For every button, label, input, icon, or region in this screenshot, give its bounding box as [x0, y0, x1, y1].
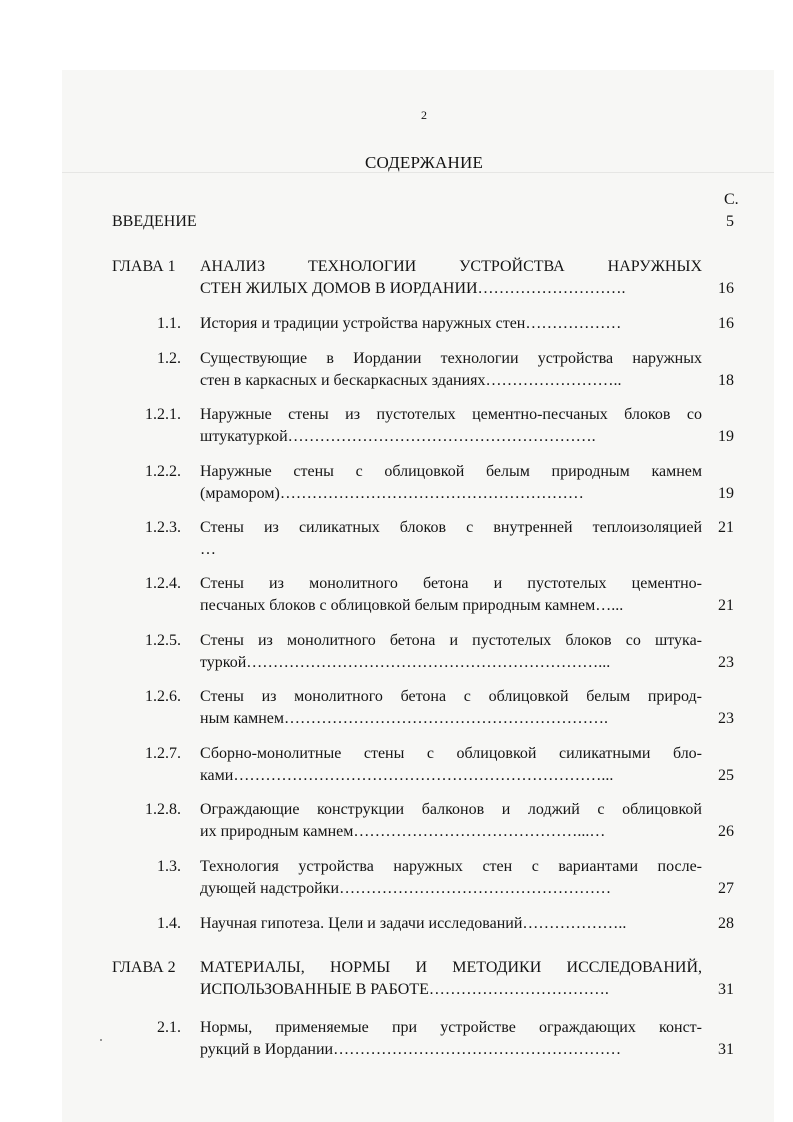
toc-entry-page: 27 [718, 880, 734, 897]
toc-entry-text-line1: Научная гипотеза. Цели и задачи исследований……………….. [200, 915, 627, 932]
toc-entry-number: ГЛАВА 1 [112, 258, 176, 275]
toc-entry-text-line1: Наружные стены с облицовкой белым природным камнем [200, 463, 702, 480]
page-title: СОДЕРЖАНИЕ [364, 153, 484, 172]
toc-entry-text-line1: Существующие в Иордании технологии устройства наружных [200, 350, 702, 367]
scan-speck [100, 1039, 102, 1041]
toc-entry-page: 28 [718, 915, 734, 932]
toc-entry-number: 1.2.5. [145, 632, 181, 649]
toc-entry-text-line1: Стены из монолитного бетона с облицовкой белым природ- [200, 688, 702, 705]
toc-entry-text-line2: дующей надстройки…………………………………………… [200, 880, 612, 897]
toc-entry-page: 31 [718, 1041, 734, 1058]
toc-entry-text-line2: штукатуркой…………………………………………………. [200, 428, 596, 445]
toc-entry-number: 1.3. [157, 858, 181, 875]
toc-entry-page: 18 [718, 372, 734, 389]
toc-entry-text-line1: Стены из силикатных блоков с внутренней теплоизоляцией [200, 519, 702, 536]
toc-entry-number: 1.2.8. [145, 801, 181, 818]
toc-entry-text-line1: Технология устройства наружных стен с вариантами после- [200, 858, 702, 875]
toc-entry-number: 1.2.2. [145, 463, 181, 480]
toc-entry-text-line1: Сборно-монолитные стены с облицовкой силикатными бло- [200, 745, 702, 762]
toc-entry-text-line1: Стены из монолитного бетона и пустотелых цементно- [200, 575, 702, 592]
toc-entry-text-line1: Наружные стены из пустотелых цементно-песчаных блоков со [200, 406, 702, 423]
toc-entry-number: 1.2.6. [145, 688, 181, 705]
toc-entry-page: 25 [718, 767, 734, 784]
toc-entry-page: 16 [718, 315, 734, 332]
toc-entry-page: 23 [718, 710, 734, 727]
toc-entry-page: 21 [718, 519, 734, 536]
toc-entry-number: 2.1. [157, 1019, 181, 1036]
toc-entry-number: 1.4. [157, 915, 181, 932]
toc-entry-text-line1: Нормы, применяемые при устройстве ограждающих конст- [200, 1019, 702, 1036]
toc-entry-page: 19 [718, 485, 734, 502]
toc-entry-text-line2: ным камнем……………………………………………………. [200, 710, 608, 727]
toc-entry-text-line2: стен в каркасных и бескаркасных зданиях…………………….. [200, 372, 622, 389]
toc-entry-text-line2: туркой…………………………………………………………... [200, 654, 611, 671]
toc-entry-text-line2: рукций в Иордании……………………………………………… [200, 1041, 622, 1058]
toc-entry-text-line2: … [200, 541, 216, 558]
toc-entry-number: 1.2.7. [145, 745, 181, 762]
page-column-label: С. [724, 191, 739, 208]
toc-entry-text-line2: их природным камнем……………………………………...… [200, 823, 606, 840]
toc-entry-page: 31 [718, 981, 734, 998]
toc-entry-text-line1: АНАЛИЗ ТЕХНОЛОГИИ УСТРОЙСТВА НАРУЖНЫХ [200, 258, 702, 275]
toc-entry-number: 1.2.4. [145, 575, 181, 592]
toc-entry-label: ВВЕДЕНИЕ [112, 213, 197, 230]
toc-entry-text-line1: МАТЕРИАЛЫ, НОРМЫ И МЕТОДИКИ ИССЛЕДОВАНИЙ, [200, 959, 702, 976]
toc-entry-text-line1: Стены из монолитного бетона и пустотелых блоков со штука- [200, 632, 702, 649]
toc-entry-page: 23 [718, 654, 734, 671]
toc-entry-text-line2: СТЕН ЖИЛЫХ ДОМОВ В ИОРДАНИИ………………………. [200, 280, 626, 297]
toc-entry-number: 1.2. [157, 350, 181, 367]
toc-entry-text-line2: (мрамором)………………………………………………… [200, 485, 584, 502]
toc-entry-text-line2: песчаных блоков с облицовкой белым природным камнем…... [200, 597, 624, 614]
toc-entry-page: 19 [718, 428, 734, 445]
toc-entry-page: 16 [718, 280, 734, 297]
toc-entry-number: ГЛАВА 2 [112, 959, 176, 976]
toc-entry-text-line1: Ограждающие конструкции балконов и лоджий с облицовкой [200, 801, 702, 818]
toc-entry-page: 5 [726, 213, 734, 230]
toc-entry-text-line2: ками……………………………………………………………... [200, 767, 614, 784]
toc-entry-text-line1: История и традиции устройства наружных стен……………… [200, 315, 622, 332]
page-number: 2 [421, 108, 427, 122]
toc-entry-number: 1.2.1. [145, 406, 181, 423]
toc-entry-page: 26 [718, 823, 734, 840]
toc-entry-number: 1.2.3. [145, 519, 181, 536]
toc-entry-page: 21 [718, 597, 734, 614]
toc-entry-number: 1.1. [157, 315, 181, 332]
toc-entry-text-line2: ИСПОЛЬЗОВАННЫЕ В РАБОТЕ……………………………. [200, 981, 609, 998]
